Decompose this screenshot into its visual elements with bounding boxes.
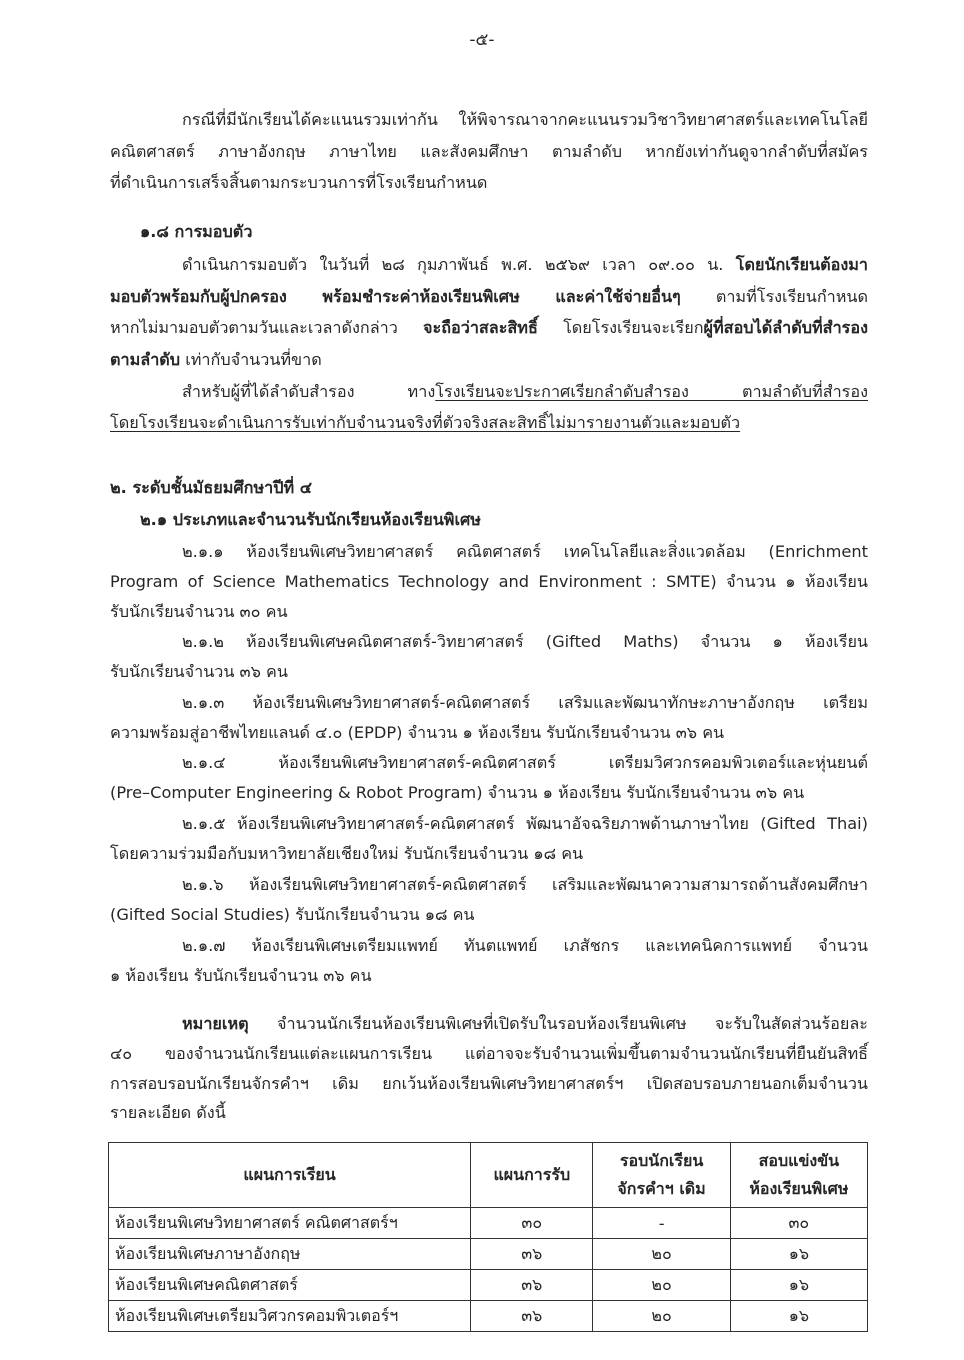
- cell-exam: ๑๖: [730, 1270, 867, 1301]
- p1-l3-bold-b: ผู้ที่สอบได้ลำดับที่สำรอง: [703, 318, 868, 337]
- cell-plan: ห้องเรียนพิเศษภาษาอังกฤษ: [109, 1239, 471, 1270]
- p1-l2-text: ตามที่โรงเรียนกำหนด: [680, 287, 868, 306]
- section-1-8-heading: ๑.๘ การมอบตัว: [140, 222, 253, 241]
- tie-rule-line-2: คณิตศาสตร์ ภาษาอังกฤษ ภาษาไทย และสังคมศึกษา ตามลำดับ หากยังเท่ากันดูจากลำดับที่สมัคร: [110, 142, 868, 161]
- p2-l1-underlined: โรงเรียนจะประกาศเรียกลำดับสำรอง ตามลำดับที่สำรอง: [435, 382, 868, 401]
- page-number: -๕-: [469, 30, 495, 50]
- item-2-1-1-line-1: ๒.๑.๑ ห้องเรียนพิเศษวิทยาศาสตร์ คณิตศาสตร์ เทคโนโลยีและสิ่งแวดล้อม (Enrichment: [182, 542, 868, 561]
- item-2-1-4-line-1: ๒.๑.๔ ห้องเรียนพิเศษวิทยาศาสตร์-คณิตศาสตร์ เตรียมวิศวกรคอมพิวเตอร์และหุ่นยนต์: [182, 753, 868, 772]
- p1-l4-bold: ตามลำดับ: [110, 350, 181, 369]
- table-row: [109, 1239, 868, 1270]
- cell-old: ๒๐: [593, 1239, 730, 1270]
- cell-exam: ๑๖: [730, 1301, 867, 1332]
- header-round-exam-line-1: สอบแข่งขัน: [758, 1151, 840, 1170]
- p1-l3-text-a: หากไม่มามอบตัวตามวันและเวลาดังกล่าว: [110, 318, 424, 337]
- section-1-8-p1-line-1: [182, 255, 868, 275]
- header-quota: แผนการรับ: [471, 1143, 593, 1208]
- cell-plan: ห้องเรียนพิเศษวิทยาศาสตร์ คณิตศาสตร์ฯ: [109, 1208, 471, 1239]
- item-2-1-6-line-2: (Gifted Social Studies) รับนักเรียนจำนวน ๑๘ คน: [110, 905, 475, 924]
- note-line-4: รายละเอียด ดังนี้: [110, 1103, 226, 1122]
- table-row: [109, 1270, 868, 1301]
- tie-rule-line-1: กรณีที่มีนักเรียนได้คะแนนรวมเท่ากัน ให้พิจารณาจากคะแนนรวมวิชาวิทยาศาสตร์และเทคโนโลยี: [182, 110, 868, 129]
- p1-l4-text: เท่ากับจำนวนที่ขาด: [180, 350, 322, 369]
- header-round-old-line-1: รอบนักเรียน: [619, 1151, 704, 1170]
- quota-table: [108, 1142, 868, 1332]
- table-row: [109, 1208, 868, 1239]
- item-2-1-5-line-2: โดยความร่วมมือกับมหาวิทยาลัยเชียงใหม่ รับนักเรียนจำนวน ๑๘ คน: [110, 844, 584, 863]
- cell-exam: ๓๐: [730, 1208, 867, 1239]
- header-round-old: [593, 1143, 730, 1208]
- tie-rule-line-3: ที่ดำเนินการเสร็จสิ้นตามกระบวนการที่โรงเรียนกำหนด: [110, 173, 488, 192]
- section-1-8-p1-line-3: [110, 318, 868, 338]
- cell-quota: ๓๐: [471, 1208, 593, 1239]
- section-2-heading: ๒. ระดับชั้นมัธยมศึกษาปีที่ ๔: [110, 478, 313, 497]
- item-2-1-4-line-2: (Pre–Computer Engineering & Robot Program) จำนวน ๑ ห้องเรียน รับนักเรียนจำนวน ๓๖ คน: [110, 783, 805, 802]
- item-2-1-5-line-1: ๒.๑.๕ ห้องเรียนพิเศษวิทยาศาสตร์-คณิตศาสตร์ พัฒนาอัจฉริยภาพด้านภาษาไทย (Gifted Thai): [182, 814, 868, 833]
- note-line-1-text: จำนวนนักเรียนห้องเรียนพิเศษที่เปิดรับในรอบห้องเรียนพิเศษ จะรับในสัดส่วนร้อยละ: [248, 1014, 868, 1033]
- section-1-8-p1-line-4: [110, 350, 322, 370]
- note-line-1: [182, 1014, 868, 1034]
- item-2-1-7-line-2: ๑ ห้องเรียน รับนักเรียนจำนวน ๓๖ คน: [110, 966, 372, 985]
- p1-l3-bold-a: จะถือว่าสละสิทธิ์: [423, 318, 538, 337]
- p1-l2-bold: มอบตัวพร้อมกับผู้ปกครอง พร้อมชำระค่าห้องเรียนพิเศษ และค่าใช้จ่ายอื่นๆ: [110, 287, 681, 306]
- header-round-exam-line-2: ห้องเรียนพิเศษ: [749, 1179, 849, 1198]
- item-2-1-1-line-2: Program of Science Mathematics Technology and Environment : SMTE) จำนวน ๑ ห้องเรียน: [110, 572, 868, 591]
- cell-plan: ห้องเรียนพิเศษคณิตศาสตร์: [109, 1270, 471, 1301]
- p1-l1-text: ดำเนินการมอบตัว ในวันที่ ๒๘ กุมภาพันธ์ พ.ศ. ๒๕๖๙ เวลา ๐๙.๐๐ น.: [182, 255, 736, 274]
- cell-old: -: [593, 1208, 730, 1239]
- p1-l3-text-b: โดยโรงเรียนจะเรียก: [537, 318, 704, 337]
- header-round-exam: [730, 1143, 867, 1208]
- item-2-1-1-line-3: รับนักเรียนจำนวน ๓๐ คน: [110, 602, 288, 621]
- p1-l1-bold: โดยนักเรียนต้องมา: [735, 255, 868, 274]
- item-2-1-3-line-2: ความพร้อมสู่อาชีพไทยแลนด์ ๔.๐ (EPDP) จำนวน ๑ ห้องเรียน รับนักเรียนจำนวน ๓๖ คน: [110, 723, 725, 742]
- section-2-1-heading: ๒.๑ ประเภทและจำนวนรับนักเรียนห้องเรียนพิเศษ: [140, 510, 481, 529]
- table-header-row: [109, 1143, 868, 1208]
- cell-old: ๒๐: [593, 1301, 730, 1332]
- cell-quota: ๓๖: [471, 1239, 593, 1270]
- section-1-8-p2-line-1: [182, 382, 868, 402]
- header-plan: แผนการเรียน: [109, 1143, 471, 1208]
- cell-plan: ห้องเรียนพิเศษเตรียมวิศวกรคอมพิวเตอร์ฯ: [109, 1301, 471, 1332]
- item-2-1-2-line-1: ๒.๑.๒ ห้องเรียนพิเศษคณิตศาสตร์-วิทยาศาสตร์ (Gifted Maths) จำนวน ๑ ห้องเรียน: [182, 632, 868, 651]
- cell-quota: ๓๖: [471, 1270, 593, 1301]
- table-row: [109, 1301, 868, 1332]
- item-2-1-2-line-2: รับนักเรียนจำนวน ๓๖ คน: [110, 662, 288, 681]
- note-line-3: การสอบรอบนักเรียนจักรคำฯ เดิม ยกเว้นห้องเรียนพิเศษวิทยาศาสตร์ฯ เปิดสอบรอบภายนอกเต็มจำนวน: [110, 1074, 868, 1093]
- header-round-old-line-2: จักรคำฯ เดิม: [617, 1179, 706, 1198]
- cell-quota: ๓๖: [471, 1301, 593, 1332]
- p2-l1-text: สำหรับผู้ที่ได้ลำดับสำรอง ทาง: [182, 382, 436, 401]
- item-2-1-3-line-1: ๒.๑.๓ ห้องเรียนพิเศษวิทยาศาสตร์-คณิตศาสตร์ เสริมและพัฒนาทักษะภาษาอังกฤษ เตรียม: [182, 693, 868, 712]
- section-1-8-p2-line-2: โดยโรงเรียนจะดำเนินการรับเท่ากับจำนวนจริงที่ตัวจริงสละสิทธิ์ไม่มารายงานตัวและมอบตัว: [110, 413, 741, 432]
- cell-exam: ๑๖: [730, 1239, 867, 1270]
- item-2-1-6-line-1: ๒.๑.๖ ห้องเรียนพิเศษวิทยาศาสตร์-คณิตศาสตร์ เสริมและพัฒนาความสามารถด้านสังคมศึกษา: [182, 875, 868, 894]
- section-1-8-p1-line-2: [110, 287, 868, 307]
- note-line-2: ๔๐ ของจำนวนนักเรียนแต่ละแผนการเรียน แต่อาจจะรับจำนวนเพิ่มขึ้นตามจำนวนนักเรียนที่ยืนยันสิทธิ์: [110, 1044, 868, 1063]
- cell-old: ๒๐: [593, 1270, 730, 1301]
- note-label: หมายเหตุ: [182, 1014, 249, 1033]
- item-2-1-7-line-1: ๒.๑.๗ ห้องเรียนพิเศษเตรียมแพทย์ ทันตแพทย์ เภสัชกร และเทคนิคการแพทย์ จำนวน: [182, 936, 868, 955]
